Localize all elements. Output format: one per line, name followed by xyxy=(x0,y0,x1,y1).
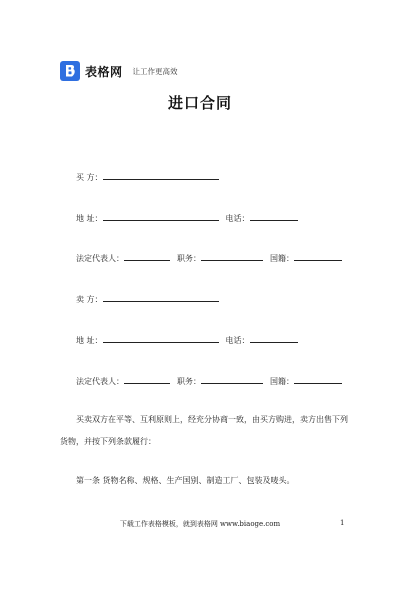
document-title: 进口合同 xyxy=(167,94,232,112)
buyer-address-blank xyxy=(103,212,219,221)
buyer-line xyxy=(76,171,219,183)
footer-text: 下载工作表格模板，就到表格网 www.biaoge.com xyxy=(119,520,281,528)
buyer-duty-blank xyxy=(201,252,263,261)
seller-line xyxy=(76,293,219,305)
buyer-label: 买 方： xyxy=(76,173,103,182)
buyer-duty-label: 职务： xyxy=(177,254,201,263)
buyer-address-label: 地 址： xyxy=(76,214,103,223)
buyer-phone-blank xyxy=(250,212,298,221)
buyer-rep-blank xyxy=(124,252,170,261)
brand-slogan: 让工作更高效 xyxy=(132,66,178,76)
seller-label: 卖 方： xyxy=(76,295,103,304)
seller-name-blank xyxy=(103,293,219,302)
buyer-nationality-label: 国籍： xyxy=(270,254,294,263)
seller-duty-label: 职务： xyxy=(177,377,201,386)
brand-header xyxy=(60,61,178,81)
buyer-address-line xyxy=(76,212,298,224)
seller-nationality-label: 国籍： xyxy=(270,377,294,386)
seller-duty-blank xyxy=(201,375,263,384)
seller-representative-line xyxy=(76,375,342,387)
buyer-representative-line xyxy=(76,252,342,264)
buyer-phone-label: 电话： xyxy=(225,214,250,223)
article-1: 第一条 货物名称、规格、生产国别、制造工厂、包装及唛头。 xyxy=(76,476,295,485)
seller-phone-blank xyxy=(250,334,298,343)
seller-rep-label: 法定代表人： xyxy=(76,377,124,386)
intro-paragraph: 买卖双方在平等、互利原则上，经充分协商一致，由买方购进，卖方出售下列货物，并按下列条款履行： xyxy=(60,415,348,446)
buyer-name-blank xyxy=(103,171,219,180)
logo-b-icon xyxy=(60,61,80,81)
brand-name: 表格网 xyxy=(85,64,123,79)
seller-nationality-blank xyxy=(294,375,342,384)
seller-address-line xyxy=(76,334,298,346)
page-number: 1 xyxy=(340,519,345,527)
buyer-rep-label: 法定代表人： xyxy=(76,254,124,263)
seller-rep-blank xyxy=(124,375,170,384)
seller-phone-label: 电话： xyxy=(225,336,250,345)
seller-address-label: 地 址： xyxy=(76,336,103,345)
seller-address-blank xyxy=(103,334,219,343)
buyer-nationality-blank xyxy=(294,252,342,261)
